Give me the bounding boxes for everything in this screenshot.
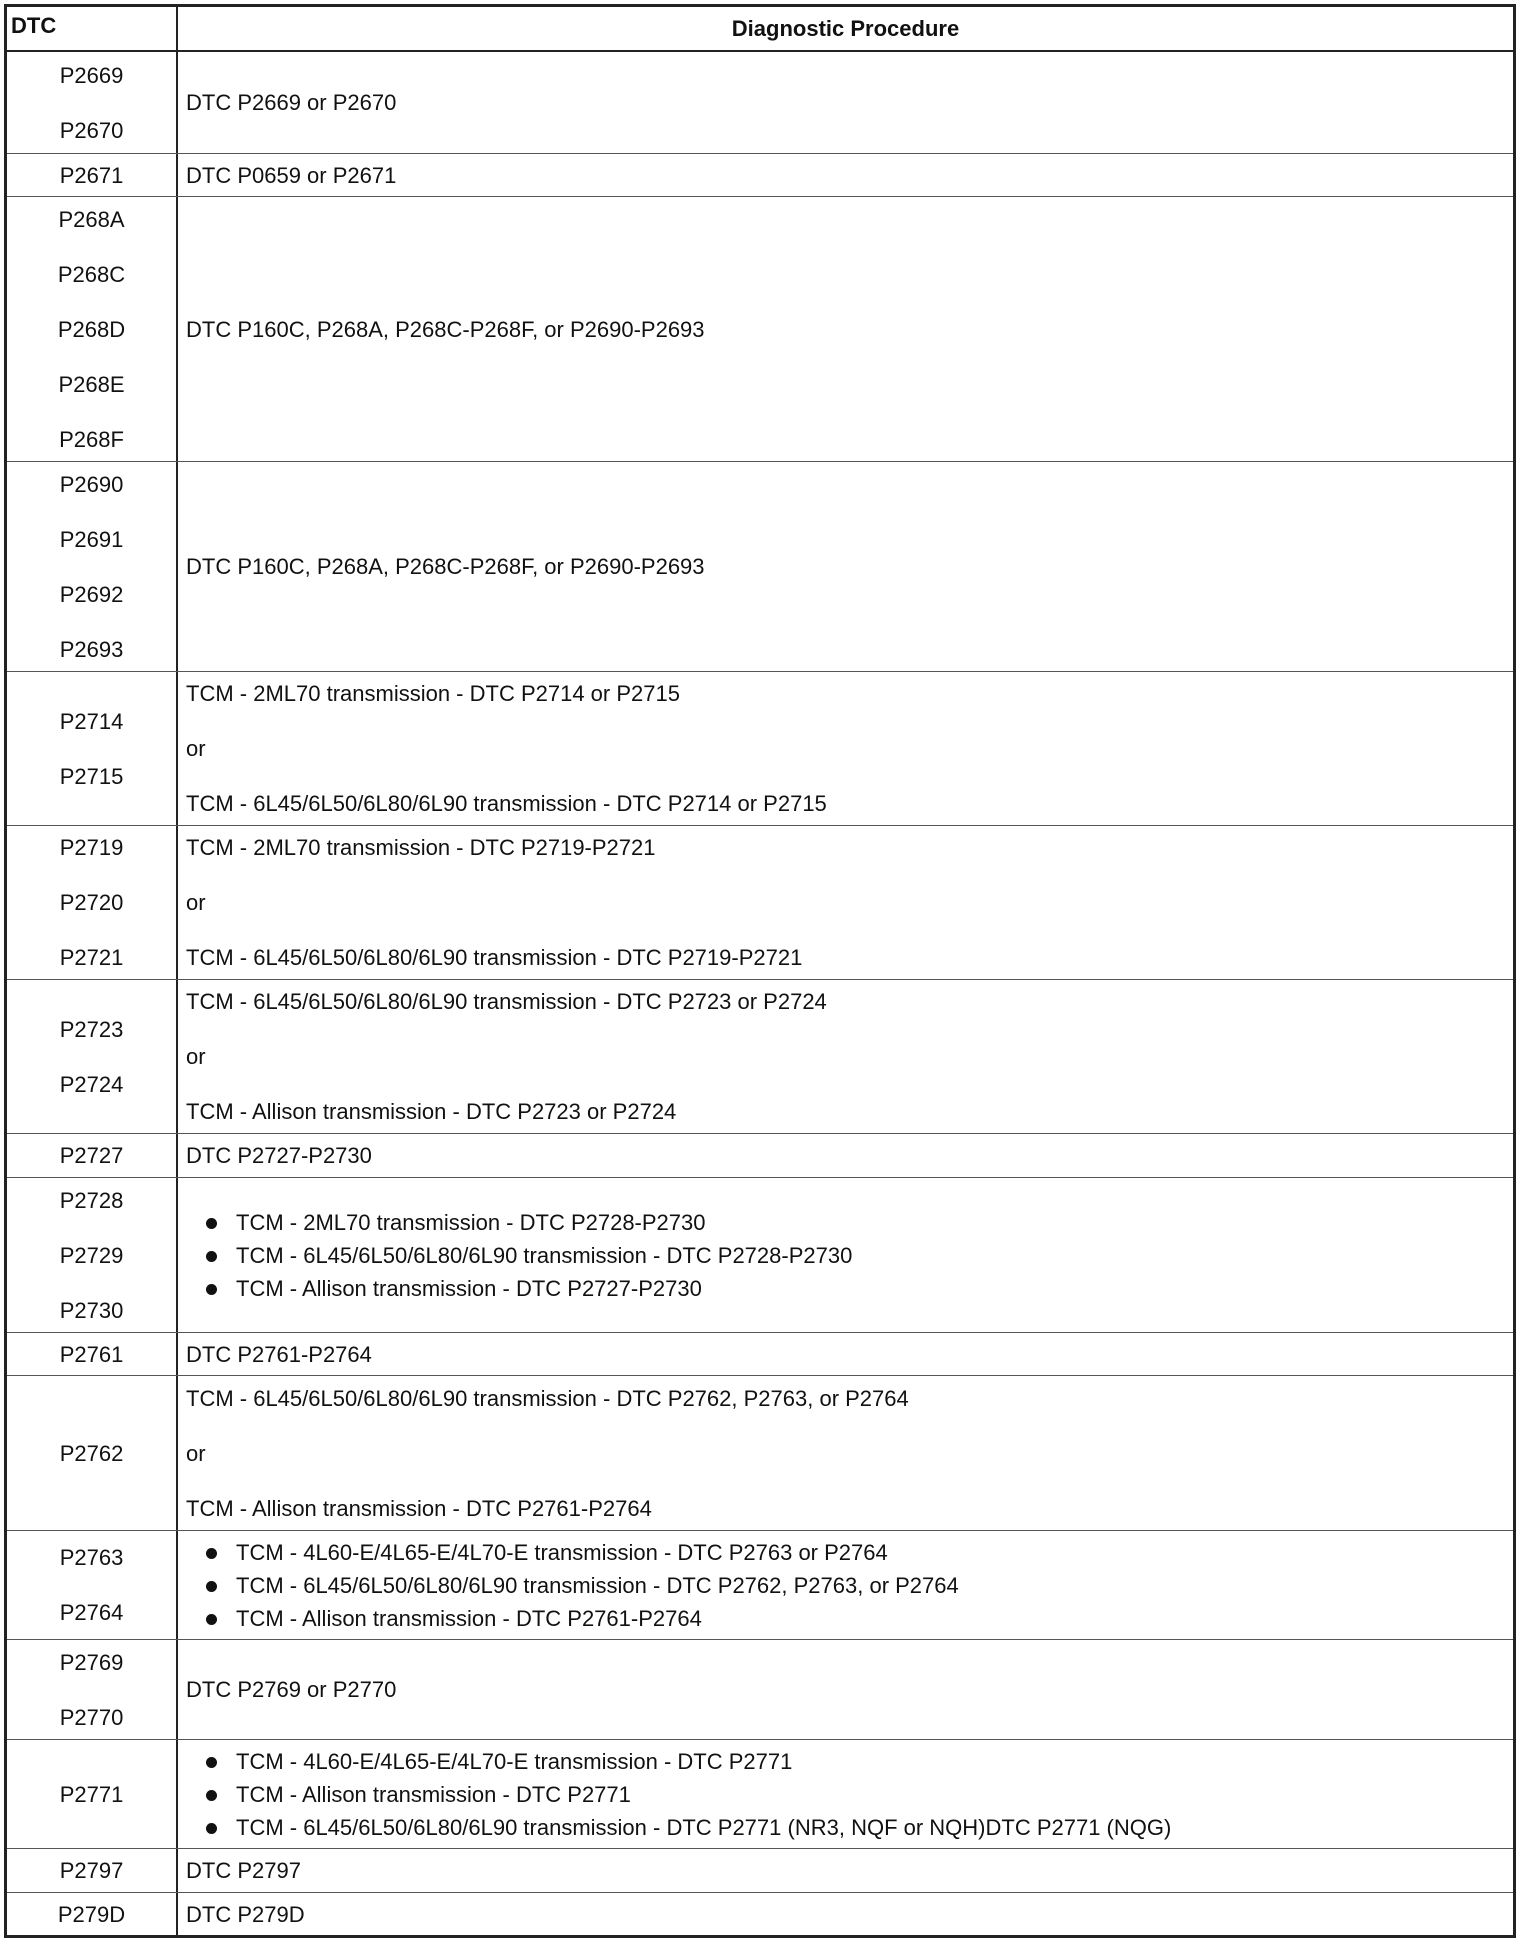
table-row [7, 462, 1513, 672]
dtc-cell [7, 1333, 178, 1375]
procedure-cell [178, 1640, 1513, 1739]
procedure-text: TCM - 6L45/6L50/6L80/6L90 transmission - DTC P2714 or P2715 [186, 791, 827, 816]
procedure-cell [178, 1376, 1513, 1530]
procedure-text: or [186, 890, 206, 915]
procedure-text: DTC P160C, P268A, P268C-P268F, or P2690-P2693 [186, 554, 705, 579]
dtc-table [4, 4, 1516, 1938]
procedure-text: DTC P160C, P268A, P268C-P268F, or P2690-P2693 [186, 316, 705, 342]
dtc-cell [7, 826, 178, 979]
bullet-icon [206, 1823, 217, 1834]
dtc-code: P2728 [59, 1187, 124, 1213]
bullet-icon [206, 1218, 217, 1229]
procedure-bullet-item [186, 1811, 1513, 1844]
procedure-cell [178, 1178, 1513, 1332]
dtc-code: P2690 [59, 471, 124, 497]
bullet-icon [206, 1581, 217, 1592]
procedure-text: DTC P2797 [186, 1858, 301, 1883]
procedure-cell [178, 1893, 1513, 1935]
dtc-code: P2670 [59, 117, 124, 143]
dtc-cell [7, 1893, 178, 1935]
dtc-code: P2770 [59, 1704, 124, 1730]
bullet-icon [206, 1790, 217, 1801]
dtc-code: P2720 [59, 890, 124, 915]
procedure-text: TCM - 2ML70 transmission - DTC P2719-P2721 [186, 835, 656, 860]
table-row [7, 52, 1513, 154]
procedure-text: TCM - 2ML70 transmission - DTC P2728-P2730 [236, 1209, 706, 1235]
procedure-text: TCM - Allison transmission - DTC P2723 or P2724 [186, 1099, 677, 1124]
table-row [7, 1740, 1513, 1849]
dtc-code: P2692 [59, 581, 124, 607]
bullet-icon [206, 1284, 217, 1295]
table-body [7, 52, 1513, 1935]
dtc-cell [7, 1178, 178, 1332]
dtc-cell [7, 462, 178, 671]
procedure-text: DTC P2669 or P2670 [186, 90, 397, 115]
procedure-cell [178, 980, 1513, 1133]
dtc-cell [7, 1640, 178, 1739]
procedure-text: TCM - 6L45/6L50/6L80/6L90 transmission - DTC P2719-P2721 [186, 945, 803, 970]
procedure-text: DTC P2727-P2730 [186, 1143, 372, 1168]
procedure-text: TCM - Allison transmission - DTC P2761-P2764 [236, 1605, 702, 1631]
table-row [7, 1893, 1513, 1935]
procedure-cell [178, 1134, 1513, 1177]
procedure-bullet-item [186, 1602, 1513, 1635]
dtc-code: P2762 [59, 1440, 124, 1466]
dtc-code: P2729 [59, 1242, 124, 1268]
bullet-icon [206, 1757, 217, 1768]
table-row [7, 672, 1513, 826]
bullet-icon [206, 1614, 217, 1625]
procedure-cell [178, 826, 1513, 979]
procedure-text: DTC P0659 or P2671 [186, 162, 397, 188]
procedure-cell [178, 52, 1513, 153]
dtc-code: P2671 [59, 162, 124, 188]
dtc-cell [7, 197, 178, 461]
procedure-cell [178, 462, 1513, 671]
procedure-cell [178, 1740, 1513, 1848]
dtc-code: P268A [58, 206, 125, 232]
table-row [7, 1178, 1513, 1333]
procedure-text: TCM - 6L45/6L50/6L80/6L90 transmission - DTC P2762, P2763, or P2764 [236, 1572, 959, 1598]
procedure-cell [178, 1531, 1513, 1639]
dtc-code: P2691 [59, 526, 124, 552]
dtc-cell [7, 980, 178, 1133]
procedure-bullet-item [186, 1745, 1513, 1778]
table-row [7, 1376, 1513, 1531]
dtc-code: P2730 [59, 1297, 124, 1323]
procedure-text: TCM - Allison transmission - DTC P2771 [236, 1781, 631, 1807]
procedure-text: TCM - Allison transmission - DTC P2761-P2764 [186, 1495, 652, 1521]
dtc-cell [7, 1531, 178, 1639]
dtc-code: P2727 [59, 1143, 124, 1168]
procedure-bullet-list [186, 1536, 1513, 1635]
procedure-text: TCM - 6L45/6L50/6L80/6L90 transmission - DTC P2771 (NR3, NQF or NQH)DTC P2771 (NQG) [236, 1814, 1172, 1840]
procedure-text: DTC P2761-P2764 [186, 1341, 372, 1367]
procedure-cell [178, 197, 1513, 461]
procedure-text: TCM - 6L45/6L50/6L80/6L90 transmission - DTC P2728-P2730 [236, 1242, 853, 1268]
dtc-code: P2714 [59, 708, 124, 734]
dtc-code: P268C [57, 261, 126, 287]
procedure-bullet-list [186, 1745, 1513, 1844]
dtc-cell [7, 52, 178, 153]
procedure-text: TCM - 6L45/6L50/6L80/6L90 transmission - DTC P2762, P2763, or P2764 [186, 1385, 909, 1411]
dtc-code: P2723 [59, 1016, 124, 1042]
procedure-text: DTC P279D [186, 1901, 305, 1927]
dtc-cell [7, 672, 178, 825]
dtc-cell [7, 154, 178, 196]
bullet-icon [206, 1251, 217, 1262]
dtc-code: P2669 [59, 62, 124, 88]
dtc-code: P2693 [59, 636, 124, 662]
dtc-code: P2771 [59, 1781, 124, 1807]
dtc-cell [7, 1376, 178, 1530]
dtc-code: P268E [58, 371, 125, 397]
dtc-cell [7, 1134, 178, 1177]
procedure-text: TCM - 6L45/6L50/6L80/6L90 transmission - DTC P2723 or P2724 [186, 989, 827, 1014]
dtc-code: P2769 [59, 1649, 124, 1675]
table-row [7, 826, 1513, 980]
dtc-cell [7, 1740, 178, 1848]
dtc-code: P2761 [59, 1341, 124, 1367]
dtc-code: P2763 [59, 1545, 124, 1570]
procedure-text: or [186, 1044, 206, 1069]
procedure-bullet-list [186, 1206, 1513, 1305]
procedure-text: DTC P2769 or P2770 [186, 1677, 397, 1702]
table-row [7, 1134, 1513, 1178]
table-row [7, 980, 1513, 1134]
bullet-icon [206, 1548, 217, 1559]
table-row [7, 1640, 1513, 1740]
dtc-code: P2715 [59, 763, 124, 789]
procedure-bullet-item [186, 1239, 1513, 1272]
procedure-text: or [186, 736, 206, 761]
procedure-text: or [186, 1440, 206, 1466]
procedure-bullet-item [186, 1272, 1513, 1305]
procedure-bullet-item [186, 1569, 1513, 1602]
procedure-text: TCM - 4L60-E/4L65-E/4L70-E transmission - DTC P2771 [236, 1748, 793, 1774]
dtc-code: P268F [59, 426, 124, 452]
procedure-text: TCM - Allison transmission - DTC P2727-P2730 [236, 1275, 702, 1301]
procedure-text: TCM - 4L60-E/4L65-E/4L70-E transmission - DTC P2763 or P2764 [236, 1539, 888, 1565]
procedure-cell [178, 1333, 1513, 1375]
procedure-text: TCM - 2ML70 transmission - DTC P2714 or P2715 [186, 681, 680, 706]
procedure-cell [178, 672, 1513, 825]
table-row [7, 154, 1513, 197]
procedure-cell [178, 154, 1513, 196]
table-header [7, 7, 1513, 52]
procedure-bullet-item [186, 1778, 1513, 1811]
dtc-code: P2724 [59, 1071, 124, 1097]
table-row [7, 197, 1513, 462]
dtc-code: P2764 [59, 1600, 124, 1625]
procedure-bullet-item [186, 1206, 1513, 1239]
dtc-code: P2719 [59, 835, 124, 860]
header-procedure: Diagnostic Procedure [731, 16, 960, 41]
dtc-code: P279D [57, 1901, 126, 1927]
dtc-code: P2721 [59, 945, 124, 970]
procedure-bullet-item [186, 1536, 1513, 1569]
dtc-code: P2797 [59, 1858, 124, 1883]
table-row [7, 1531, 1513, 1640]
header-dtc: DTC [7, 7, 178, 50]
dtc-code: P268D [57, 316, 126, 342]
